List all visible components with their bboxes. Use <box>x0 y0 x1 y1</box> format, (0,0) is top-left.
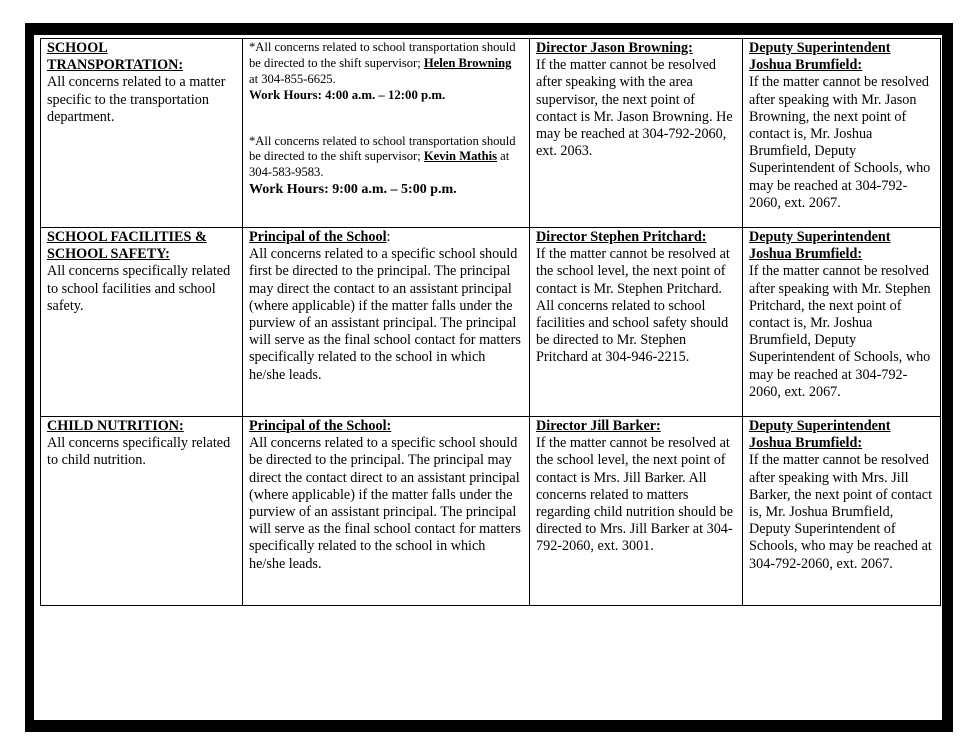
supervisor-text: *All concerns related to school transportation should be directed to the shift supervisor; <box>249 133 516 164</box>
first-contact-cell <box>243 228 530 417</box>
category-title: SCHOOL TRANSPORTATION: <box>47 40 184 74</box>
contact-title: Director Jill Barker: <box>536 418 661 434</box>
contact-text: If the matter cannot be resolved at the school level, the next point of contact is Mrs. Jill Barker. All concerns related to matters regarding child nutrition should be directed to Mrs. Jill Barker at 304-792-2060, ext. 3001. <box>536 435 734 555</box>
contact-text: If the matter cannot be resolved after speaking with Mr. Jason Browning, the next point of contact is, Mr. Joshua Brumfield, Deputy Superintendent of Schools, who may be reached at 304-792-2060, ext. 2067. <box>749 74 931 211</box>
category-cell <box>41 39 243 228</box>
category-title: SCHOOL FACILITIES & SCHOOL SAFETY: <box>47 229 207 263</box>
supervisor-name: Helen Browning <box>423 55 512 70</box>
contact-title: Principal of the School <box>249 229 387 245</box>
supervisor-phone: at 304-855-6625. <box>249 71 336 86</box>
contact-text: If the matter cannot be resolved at the school level, the next point of contact is Mr. Stephen Pritchard. All concerns related to school facilities and school safety should be directed to Mr. Stephen Pritchard at 304-946-2215. <box>536 246 730 366</box>
third-contact-cell <box>743 417 941 606</box>
supervisor-block-1 <box>249 40 523 87</box>
table-row-facilities-safety <box>41 228 941 417</box>
contact-title: Director Jason Browning: <box>536 40 693 56</box>
category-cell <box>41 417 243 606</box>
category-description: All concerns specifically related to school facilities and school safety. <box>47 263 231 314</box>
contact-text: If the matter cannot be resolved after speaking with Mr. Stephen Pritchard, the next point of contact is, Mr. Joshua Brumfield, Deputy Superintendent of Schools, who may be reached at 304-792-2060, ext. 2067. <box>749 263 931 400</box>
contact-title: Deputy Superintendent Joshua Brumfield: <box>749 418 891 452</box>
category-description: All concerns specifically related to child nutrition. <box>47 435 231 469</box>
third-contact-cell <box>743 228 941 417</box>
table-row-child-nutrition <box>41 417 941 606</box>
work-hours: Work Hours: 4:00 a.m. – 12:00 p.m. <box>249 88 446 103</box>
contact-chain-table <box>40 38 941 606</box>
contact-title: Deputy Superintendent Joshua Brumfield: <box>749 229 891 263</box>
supervisor-block-2 <box>249 134 523 181</box>
second-contact-cell <box>530 228 743 417</box>
category-title: CHILD NUTRITION: <box>47 418 184 434</box>
category-description: All concerns related to a matter specific to the transportation department. <box>47 74 226 125</box>
table-row-transportation <box>41 39 941 228</box>
supervisor-phone: at 304-583-9583. <box>249 149 510 180</box>
contact-text: If the matter cannot be resolved after speaking with the area supervisor, the next point of contact is Mr. Jason Browning. He may be reached at 304-792-2060, ext. 2063. <box>536 57 733 160</box>
contact-title-suffix: : <box>386 229 391 245</box>
supervisor-name: Kevin Mathis <box>423 149 497 164</box>
work-hours: Work Hours: 9:00 a.m. – 5:00 p.m. <box>249 181 457 197</box>
contact-title: Principal of the School: <box>249 418 392 434</box>
second-contact-cell <box>530 39 743 228</box>
contact-text: All concerns related to a specific school should be directed to the principal. The principal may direct the contact direct to an assistant principal (where applicable) if the matter falls under the purview of an assistant principal. The principal will serve as the final school contact for matters specifically related to the school in which he/she leads. <box>249 435 521 572</box>
contact-title: Deputy Superintendent Joshua Brumfield: <box>749 40 891 74</box>
first-contact-cell <box>243 417 530 606</box>
supervisor-text: *All concerns related to school transportation should be directed to the shift supervisor; <box>249 40 516 70</box>
first-contact-cell <box>243 39 530 228</box>
third-contact-cell <box>743 39 941 228</box>
second-contact-cell <box>530 417 743 606</box>
contact-title: Director Stephen Pritchard: <box>536 229 707 245</box>
contact-text: All concerns related to a specific school should first be directed to the principal. The principal may direct the contact to an assistant principal (where applicable) if the matter falls under the purview of an assistant principal. The principal will serve as the final school contact for matters specifically related to the school in which he/she leads. <box>249 246 521 383</box>
contact-text: If the matter cannot be resolved after speaking with Mrs. Jill Barker, the next point of contact is, Mr. Joshua Brumfield, Deputy Superintendent of Schools, who may be reached at 304-792-2060, ext. 2067. <box>749 452 933 572</box>
category-cell <box>41 228 243 417</box>
contact-title-line <box>249 229 523 246</box>
